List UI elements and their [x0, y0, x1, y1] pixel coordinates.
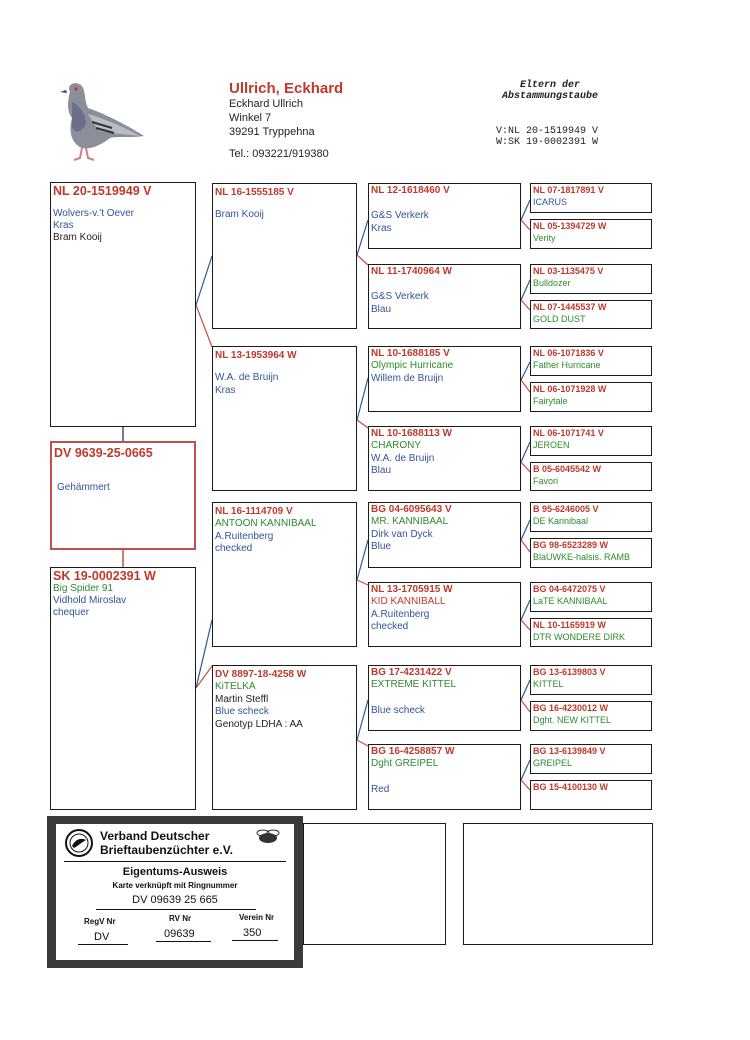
title-line-1: Eltern der [519, 80, 580, 91]
gen4-name: BlaUWKE-halsis. RAMB [533, 552, 631, 562]
gen4-box [530, 183, 652, 213]
gen4-name: Dght. NEW KITTEL [533, 715, 612, 725]
gen4-box [530, 382, 652, 412]
gen3-fmf-name: Olympic Hurricane [371, 360, 454, 371]
gen4-box [530, 462, 652, 491]
gen4-box [530, 701, 652, 731]
father-box [50, 182, 196, 427]
gen3-fmm-ring: NL 10-1688113 W [371, 428, 452, 439]
mother-name: Big Spider 91 [53, 583, 114, 594]
card-title: Eigentums-Ausweis [122, 866, 228, 878]
gen4-ring: BG 13-6139849 V [533, 746, 606, 756]
gen2-ff-box [212, 183, 357, 329]
subject-ring: DV 9639-25-0665 [54, 446, 153, 460]
gen2-mf-name: ANTOON KANNIBAAL [215, 518, 317, 529]
father-strain: Wolvers-v.'t Oever [53, 208, 134, 219]
gen4-ring: NL 06-1071928 W [533, 384, 607, 394]
gen3-fmm-box [368, 426, 521, 491]
gen3-mmf-ring: BG 17-4231422 V [371, 667, 452, 678]
gen3-mmm-ring: BG 16-4258857 W [371, 746, 455, 757]
card-col3-underline [232, 940, 278, 941]
gen4-box [530, 502, 652, 532]
gen3-fff-ring: NL 12-1618460 V [371, 185, 450, 196]
gen4-ring: BG 13-6139803 V [533, 667, 606, 677]
gen2-fm-box [212, 346, 357, 491]
gen4-ring: BG 98-6523289 W [533, 540, 609, 550]
gen4-name: Father Hurricane [533, 360, 601, 370]
association-logo-icon [64, 828, 94, 858]
gen3-fmm-color: Blau [371, 465, 392, 476]
gen4-ring: B 95-6246005 V [533, 504, 599, 514]
card-org-line-2: Brieftaubenzüchter e.V. [100, 843, 233, 857]
gen3-mmm-color: Red [371, 783, 390, 795]
gen3-ffm-color: Blau [371, 303, 392, 315]
gen2-fm-breeder: W.A. de Bruijn [215, 372, 279, 383]
card-col3-label: Verein Nr [239, 913, 275, 922]
gen3-fff-box [368, 183, 521, 249]
gen3-mff-box [368, 502, 521, 568]
gen4-name: KITTEL [533, 679, 564, 689]
gen4-name: GOLD DUST [533, 314, 586, 324]
gen3-mfm-ring: NL 13-1705915 W [371, 584, 453, 595]
gen2-mm-box [212, 665, 357, 810]
subject-box [50, 441, 196, 550]
gen4-ring: NL 07-1445537 W [533, 302, 607, 312]
gen4-name: Fairytale [533, 396, 568, 406]
gen3-mmm-box [368, 744, 521, 810]
card-col2-label: RV Nr [169, 914, 192, 923]
card-col2-value: 09639 [164, 928, 195, 940]
gen3-fmf-breeder: Willem de Bruijn [371, 372, 444, 384]
gen4-ring: BG 04-6472075 V [533, 584, 606, 594]
gen3-mmf-box [368, 665, 521, 731]
owner-phone: Tel.: 093221/919380 [229, 148, 329, 160]
gen4-name: GREIPEL [533, 758, 573, 768]
gen3-mff-ring: BG 04-6095643 V [371, 504, 452, 515]
gen4-ring: NL 03-1135475 V [533, 266, 604, 276]
gen4-box [530, 538, 652, 568]
gen4-box [530, 219, 652, 249]
gen4-name: JEROEN [533, 440, 570, 450]
card-ring-number: DV 09639 25 665 [132, 894, 218, 906]
card-ring-underline [96, 909, 256, 910]
gen4-box [530, 780, 652, 810]
card-col1-underline [78, 944, 128, 945]
gen3-ffm-box [368, 264, 521, 329]
gen3-fmf-box [368, 346, 521, 412]
gen4-box [530, 426, 652, 456]
gen2-mm-breeder: Martin Steffl [215, 693, 269, 705]
gen3-mmf-color: Blue scheck [371, 704, 425, 716]
gen4-ring: NL 06-1071741 V [533, 428, 604, 438]
father-ring: NL 20-1519949 V [53, 184, 152, 198]
gen2-mf-box [212, 502, 357, 647]
gen4-box [530, 744, 652, 774]
gen4-name: Favori [533, 476, 559, 486]
gen2-mf-color: checked [215, 543, 253, 554]
title-line-2: Abstammungstaube [501, 91, 598, 102]
gen3-fff-color: Kras [371, 222, 392, 234]
gen2-ff-breeder: Bram Kooij [215, 209, 264, 220]
gen4-ring: BG 15-4100130 W [533, 782, 609, 792]
gen4-ring: NL 10-1165919 W [533, 620, 606, 630]
gen4-box [530, 346, 652, 376]
subject-description: Gehämmert [57, 482, 110, 493]
notes-box-middle [303, 823, 446, 945]
mother-breeder: Vidhold Miroslav [53, 595, 127, 606]
gen3-mfm-breeder: A.Ruitenberg [371, 608, 430, 620]
gen2-mm-ring: DV 8897-18-4258 W [215, 669, 307, 680]
gen3-mff-color: Blue [371, 541, 392, 552]
gen4-ring: NL 07-1817891 V [533, 185, 604, 195]
gen4-box [530, 264, 652, 294]
owner-city: 39291 Tryppehna [229, 126, 315, 138]
ownership-card-inner [56, 824, 294, 960]
gen4-box [530, 582, 652, 612]
card-col3-value: 350 [243, 927, 262, 939]
gen3-mfm-name: KID KANNIBALL [371, 596, 446, 607]
gen3-fmf-ring: NL 10-1688185 V [371, 348, 450, 359]
father-color: Kras [53, 220, 74, 231]
gen3-mmf-name: EXTREME KITTEL [371, 679, 457, 690]
card-org-line-1: Verband Deutscher [100, 829, 210, 843]
gen3-mmm-name: Dght GREIPEL [371, 758, 439, 769]
card-subtitle: Karte verknüpft mit Ringnummer [112, 881, 238, 890]
card-col1-label: RegV Nr [84, 917, 116, 926]
card-col2-underline [156, 941, 211, 942]
gen4-box [530, 300, 652, 329]
gen3-mff-name: MR. KANNIBAAL [371, 516, 449, 527]
gen4-name: DE Kannibaal [533, 516, 589, 526]
gen2-mf-ring: NL 16-1114709 V [215, 506, 293, 517]
gen4-box [530, 618, 652, 647]
mother-ref: W:SK 19-0002391 W [496, 137, 599, 148]
gen3-fmm-breeder: W.A. de Bruijn [371, 452, 435, 464]
owner-name: Ullrich, Eckhard [229, 80, 344, 97]
father-ref: V:NL 20-1519949 V [496, 126, 599, 137]
gen4-box [530, 665, 652, 695]
gen3-mfm-box [368, 582, 521, 647]
gen4-ring: NL 06-1071836 V [533, 348, 604, 358]
owner-street: Winkel 7 [229, 112, 272, 124]
gen2-mm-color: Blue scheck [215, 706, 269, 717]
mother-ring: SK 19-0002391 W [53, 569, 156, 583]
owner-full-name: Eckhard Ullrich [229, 98, 303, 110]
gen2-ff-ring: NL 16-1555185 V [215, 187, 294, 198]
gen4-name: ICARUS [533, 197, 568, 207]
gen2-mm-genotype: Genotyp LDHA : AA [215, 718, 303, 730]
gen3-ffm-ring: NL 11-1740964 W [371, 266, 452, 277]
gen3-fff-breeder: G&S Verkerk [371, 210, 429, 221]
card-col1-value: DV [94, 931, 110, 943]
gen2-fm-color: Kras [215, 384, 236, 396]
father-breeder: Bram Kooij [53, 232, 102, 243]
gen3-mff-breeder: Dirk van Dyck [371, 528, 433, 540]
gen3-mfm-color: checked [371, 621, 409, 632]
gen4-ring: B 05-6045542 W [533, 464, 602, 474]
gen2-mm-name: KiTELKA [215, 681, 256, 692]
gen3-ffm-breeder: G&S Verkerk [371, 291, 429, 302]
gen4-name: DTR WONDERE DIRK [533, 632, 625, 642]
card-divider [64, 861, 286, 862]
ownership-card [47, 816, 303, 968]
notes-box-right [463, 823, 653, 945]
gen2-mf-breeder: A.Ruitenberg [215, 530, 274, 542]
fly-emblem-icon [254, 828, 282, 846]
gen4-ring: BG 16-4230012 W [533, 703, 609, 713]
mother-box [50, 567, 196, 810]
mother-color: chequer [53, 607, 90, 618]
gen4-name: Bulldozer [533, 278, 571, 288]
gen4-name: Verity [533, 233, 556, 243]
gen4-ring: NL 05-1394729 W [533, 221, 607, 231]
gen2-fm-ring: NL 13-1953964 W [215, 350, 297, 361]
gen3-fmm-name: CHARONY [371, 440, 422, 451]
gen4-name: LaTE KANNIBAAL [533, 596, 608, 606]
